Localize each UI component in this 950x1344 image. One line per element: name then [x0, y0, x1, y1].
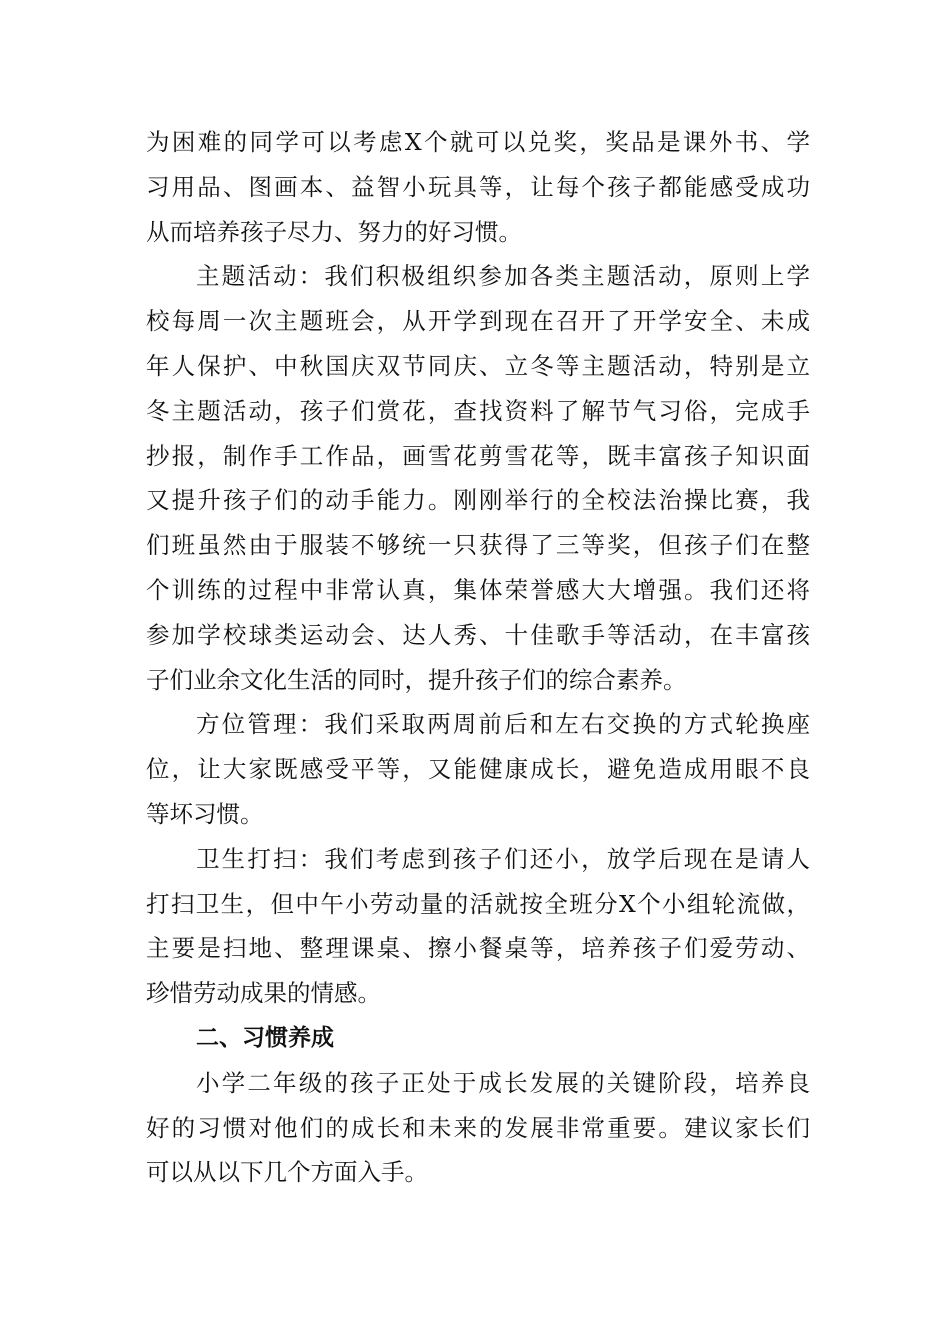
paragraph-line: 们班虽然由于服装不够统一只获得了三等奖，但孩子们在整: [146, 531, 810, 560]
paragraph-line: 又提升孩子们的动手能力。刚刚举行的全校法治操比赛，我: [146, 486, 810, 515]
theme-activities-paragraph: [146, 254, 810, 702]
paragraph-line: 年人保护、中秋国庆双节同庆、立冬等主题活动，特别是立: [146, 351, 810, 380]
cleaning-paragraph: [146, 837, 810, 1016]
seat-management-paragraph: [146, 702, 810, 836]
paragraph-line: 位，让大家既感受平等，又能健康成长，避免造成用眼不良: [146, 755, 810, 784]
paragraph-line: 等坏习惯。: [146, 799, 264, 828]
paragraph-line: 小学二年级的孩子正处于成长发展的关键阶段，培养良: [196, 1068, 810, 1097]
section-heading: 二、习惯养成: [196, 1024, 334, 1051]
paragraph-line: 抄报，制作手工作品，画雪花剪雪花等，既丰富孩子知识面: [146, 441, 810, 470]
paragraph-line: 方位管理：我们采取两周前后和左右交换的方式轮换座: [196, 710, 810, 739]
paragraph-line: 参加学校球类运动会、达人秀、十佳歌手等活动，在丰富孩: [146, 620, 810, 649]
paragraph-line: 可以从以下几个方面入手。: [146, 1158, 428, 1187]
paragraph-line: 主题活动：我们积极组织参加各类主题活动，原则上学: [196, 262, 810, 291]
habits-intro-paragraph: [146, 1061, 810, 1195]
document-body: [146, 120, 810, 1195]
paragraph-line: 卫生打扫：我们考虑到孩子们还小，放学后现在是请人: [196, 844, 810, 873]
paragraph-line: 子们业余文化生活的同时，提升孩子们的综合素养。: [146, 665, 687, 694]
paragraph-line: 校每周一次主题班会，从开学到现在召开了开学安全、未成: [146, 307, 810, 336]
paragraph-line: 打扫卫生，但中午小劳动量的活就按全班分X个小组轮流做，: [146, 889, 810, 918]
reward-continuation-paragraph: [146, 120, 810, 254]
paragraph-line: 主要是扫地、整理课桌、擦小餐桌等，培养孩子们爱劳动、: [146, 934, 810, 963]
paragraph-line: 为困难的同学可以考虑X个就可以兑奖，奖品是课外书、学: [146, 128, 810, 156]
paragraph-line: 冬主题活动，孩子们赏花，查找资料了解节气习俗，完成手: [146, 396, 810, 425]
paragraph-line: 珍惜劳动成果的情感。: [146, 979, 381, 1008]
paragraph-line: 好的习惯对他们的成长和未来的发展非常重要。建议家长们: [146, 1113, 810, 1142]
paragraph-line: 个训练的过程中非常认真，集体荣誉感大大增强。我们还将: [146, 575, 810, 604]
paragraph-line: 习用品、图画本、益智小玩具等，让每个孩子都能感受成功: [146, 172, 810, 201]
paragraph-line: 从而培养孩子尽力、努力的好习惯。: [146, 217, 522, 246]
